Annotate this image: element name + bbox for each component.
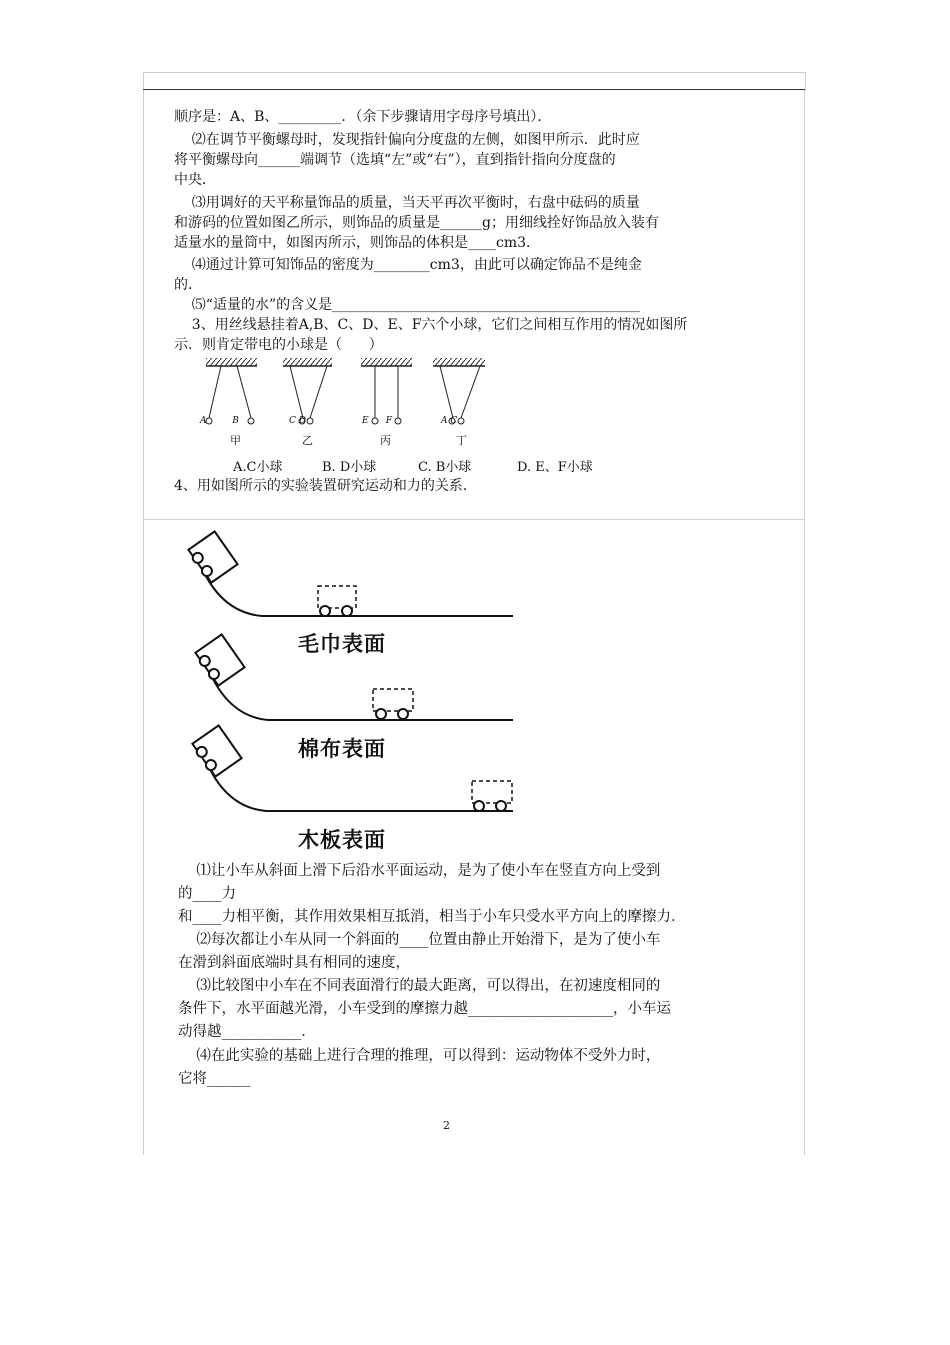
ramp-towel <box>187 531 513 616</box>
option-d: D. E、F小球 <box>517 460 593 475</box>
ball-labels-yi: C D <box>289 416 306 426</box>
text-line: ⑵在调节平衡螺母时，发现指针偏向分度盘的左侧，如图甲所示．此时应 <box>174 132 640 148</box>
caption-ding: 丁 <box>456 434 467 447</box>
caption-jia: 甲 <box>230 434 241 447</box>
ball-labels-bing: E F <box>362 416 392 426</box>
text-line: ⑶用调好的天平称量饰品的质量，当天平再次平衡时，右盘中砝码的质量 <box>174 195 640 211</box>
text-line: 将平衡螺母向______端调节（选填“左”或“右”），直到指针指向分度盘的 <box>174 152 616 168</box>
text-line: 它将______ <box>178 1071 251 1087</box>
option-b: B. D小球 <box>322 460 377 475</box>
text-line: 和____力相平衡，其作用效果相互抵消，相当于小车只受水平方向上的摩擦力． <box>178 909 686 925</box>
caption-yi: 乙 <box>302 434 313 447</box>
text-line: ⑷在此实验的基础上进行合理的推理，可以得到：运动物体不受外力时， <box>178 1048 661 1064</box>
caption-bing: 丙 <box>380 434 391 447</box>
text-line: 的． <box>174 277 202 293</box>
label-wood-surface: 木板表面 <box>298 828 386 852</box>
text-line: 条件下，水平面越光滑，小车受到的摩擦力越____________________，小车运 <box>178 1001 671 1017</box>
q4-intro: 4、用如图所示的实验装置研究运动和力的关系． <box>174 478 477 494</box>
option-a: A.C小球 <box>233 460 283 475</box>
text-line: 示．则肯定带电的小球是（ ） <box>174 337 383 353</box>
label-towel-surface: 毛巾表面 <box>298 632 386 656</box>
text-line: ⑷通过计算可知饰品的密度为________cm3，由此可以确定饰品不是纯金 <box>174 257 642 273</box>
ball-labels-ding: A C <box>441 416 458 426</box>
text-line: 顺序是：A、B、_________．（余下步骤请用字母序号填出）． <box>174 109 552 125</box>
text-line: 动得越___________． <box>178 1024 316 1040</box>
text-line: ⑸“适量的水”的含义是____________________________________________ <box>174 297 641 313</box>
text-line: 中央． <box>174 172 216 188</box>
text-line: 和游码的位置如图乙所示，则饰品的质量是______g；用细线拴好饰品放入装有 <box>174 215 659 231</box>
option-c: C. B小球 <box>418 460 472 475</box>
text-line: 3、用丝线悬挂着A,B、C、D、E、F六个小球，它们之间相互作用的情况如图所 <box>174 317 688 333</box>
text-line: ⑴让小车从斜面上滑下后沿水平面运动，是为了使小车在竖直方向上受到 <box>178 863 661 879</box>
text-line: 在滑到斜面底端时具有相同的速度， <box>178 955 410 971</box>
text-line: ⑶比较图中小车在不同表面滑行的最大距离，可以得出，在初速度相同的 <box>178 978 661 994</box>
label-cotton-surface: 棉布表面 <box>298 737 386 761</box>
page-number: 2 <box>443 1119 450 1132</box>
ball-labels-jia: A B <box>200 416 239 426</box>
text-line: ⑵每次都让小车从同一个斜面的____位置由静止开始滑下，是为了使小车 <box>178 932 661 948</box>
text-line: 的____力 <box>178 886 236 902</box>
text-line: 适量水的量筒中，如图丙所示，则饰品的体积是____cm3． <box>174 235 541 251</box>
